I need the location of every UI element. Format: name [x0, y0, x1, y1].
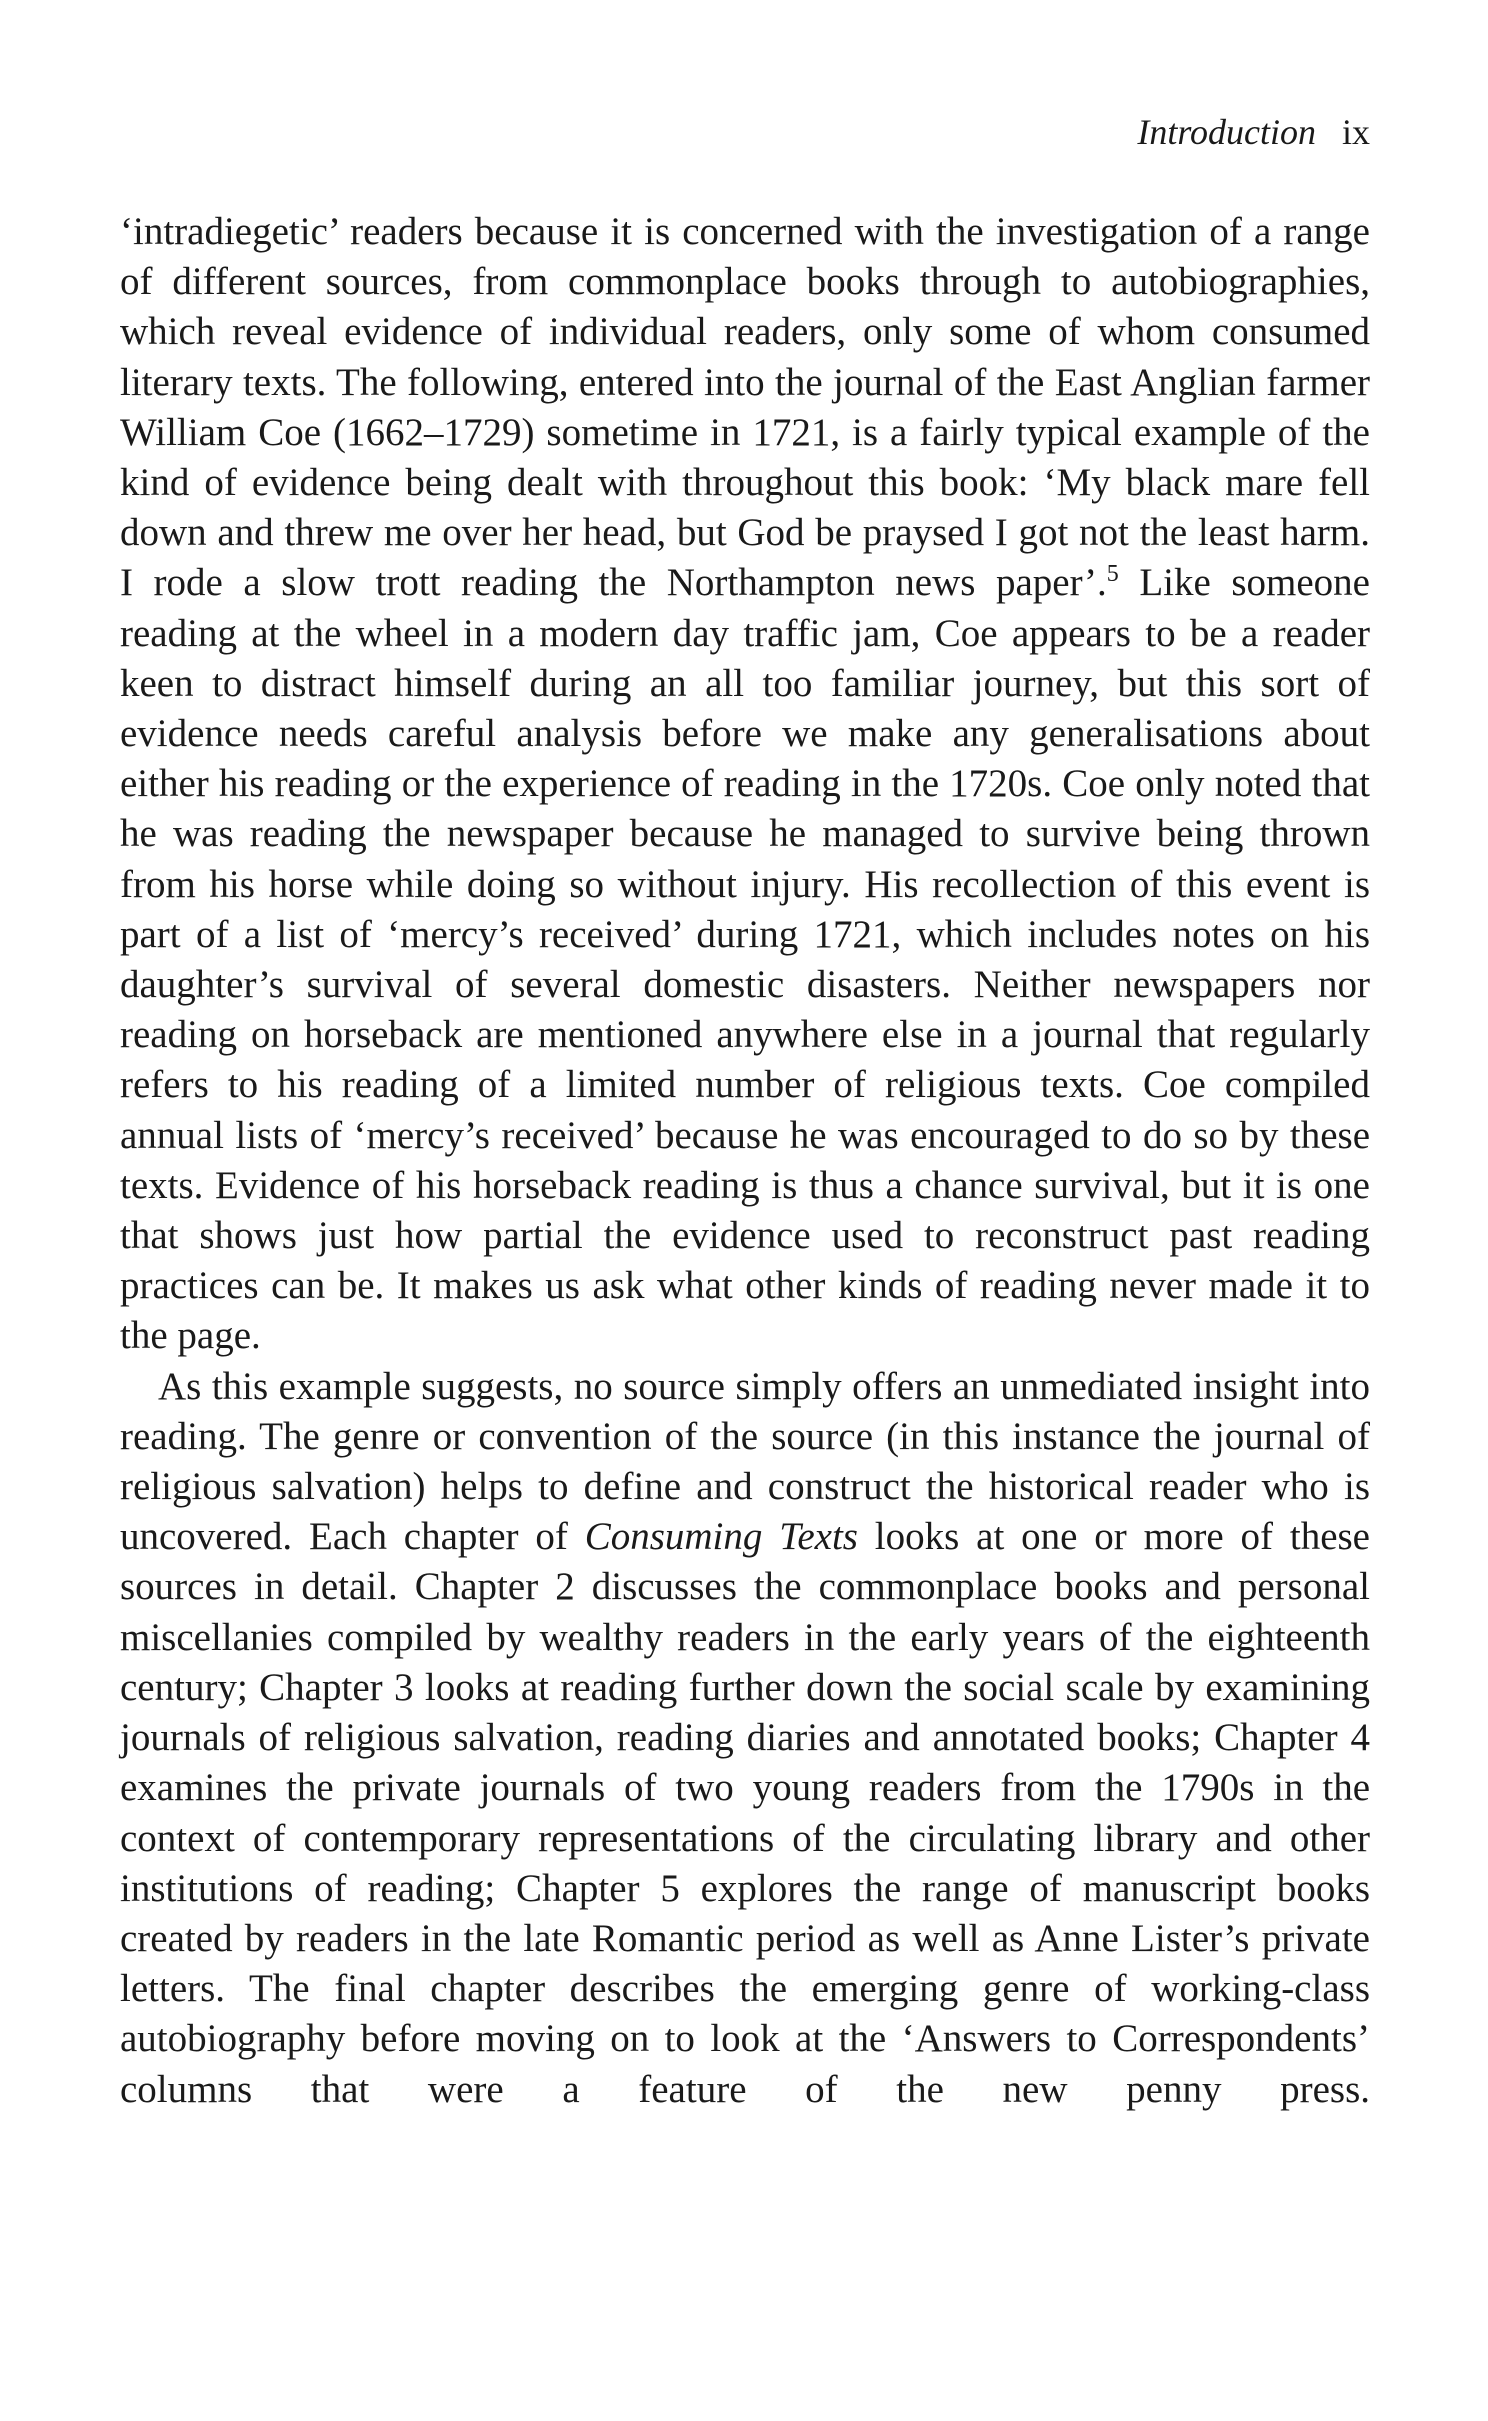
body-text — [120, 207, 1370, 2115]
page-number: ix — [1341, 112, 1370, 152]
paragraph-text: ‘intradiegetic’ readers because it is concerned with the investigation of a range of different sources, from commonplace books through to autobiographies, which reveal evidence of individual readers, only some of whom consumed literary texts. The following, entered into the journal of the East Anglian farmer William Coe (1662–1729) sometime in 1721, is a fairly typical example of the kind of evidence being dealt with throughout this book: ‘My black mare fell down and threw me over her head, but God be praysed I got not the least harm. I rode a slow trott reading the Northampton news paper’. — [120, 210, 1370, 605]
paragraph-text: As this example suggests, no source simply offers an unmediated insight into reading. The genre or convention of the source (in this instance the journal of religious salvation) helps to define and construct the historical reader who is uncovered. Each chapter of — [120, 1364, 1370, 1559]
paragraph-chapter-overview — [120, 1362, 1370, 2115]
book-page — [120, 0, 1370, 2421]
running-head-title: Introduction — [1137, 112, 1316, 152]
paragraph-text: Like someone reading at the wheel in a modern day traffic jam, Coe appears to be a reader keen to distract himself during an all too familiar journey, but this sort of evidence needs careful analysis before we make any generalisations about either his reading or the experience of reading in the 1720s. Coe only noted that he was reading the newspaper because he managed to survive being thrown from his horse while doing so without injury. His recollection of this event is part of a list of ‘mercy’s received’ during 1721, which includes notes on his daughter’s survival of several domestic disasters. Neither newspapers nor reading on horseback are mentioned anywhere else in a journal that regularly refers to his reading of a limited number of religious texts. Coe compiled annual lists of ‘mercy’s received’ because he was encouraged to do so by these texts. Evidence of his horseback reading is thus a chance survival, but it is one that shows just how partial the evidence used to reconstruct past reading practices can be. It makes us ask what other kinds of reading never made it to the page. — [120, 561, 1370, 1358]
paragraph-coe-journal — [120, 207, 1370, 1362]
footnote-reference: 5 — [1106, 561, 1119, 588]
book-title-italic: Consuming Texts — [584, 1515, 858, 1559]
running-head — [1137, 108, 1370, 156]
paragraph-text: looks at one or more of these sources in detail. Chapter 2 discusses the commonplace books and personal miscellanies compiled by wealthy readers in the early years of the eighteenth century; Chapter 3 looks at reading further down the social scale by examining journals of religious salvation, reading diaries and annotated books; Chapter 4 examines the private journals of two young readers from the 1790s in the context of contemporary representations of the circulating library and other institutions of reading; Chapter 5 explores the range of manuscript books created by readers in the late Romantic period as well as Anne Lister’s private letters. The final chapter describes the emerging genre of working-class autobiography before moving on to look at the ‘Answers to Correspondents’ columns that were a feature of the new penny press. — [120, 1515, 1370, 2111]
